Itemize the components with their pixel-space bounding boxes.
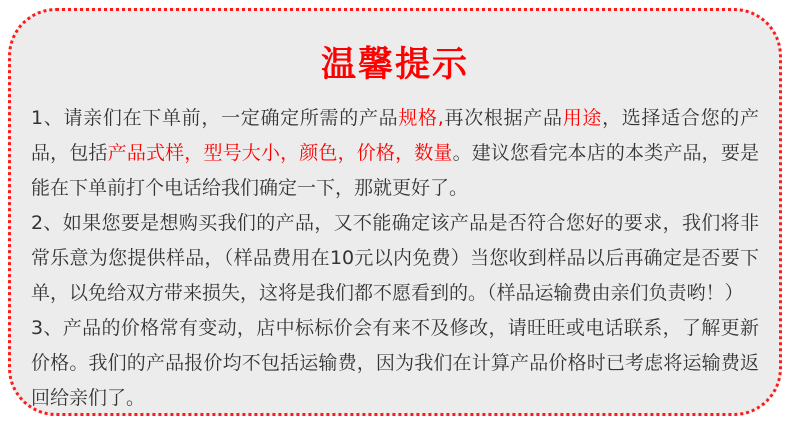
notice-panel <box>8 8 782 416</box>
notice-paragraph <box>31 206 759 311</box>
highlighted-text: 产品式样，型号大小，颜色，价格，数量 <box>107 142 453 164</box>
notice-title: 温馨提示 <box>320 45 469 85</box>
body-text: 1、请亲们在下单前，一定确定所需的产品 <box>31 107 399 129</box>
highlighted-text: 规格, <box>398 107 444 129</box>
notice-paragraph <box>31 311 759 416</box>
highlighted-text: 用途 <box>562 107 603 129</box>
notice-paragraph <box>31 101 759 206</box>
body-text: ，选择适合您的产品，包括 <box>31 107 759 164</box>
body-text: 3、产品的价格常有变动，店中标标价会有来不及修改，请旺旺或电话联系，了解更新价格。我们的产品报价均不包括运输费，因为我们在计算产品价格时已考虑将运输费返回给亲们了。 <box>31 317 759 409</box>
body-text: 再次根据产品 <box>443 107 563 129</box>
notice-paragraphs <box>31 101 759 416</box>
body-text: 。建议您看完本店的本类产品，要是能在下单前打个电话给我们确定一下，那就更好了。 <box>31 142 759 199</box>
body-text: 2、如果您要是想购买我们的产品，又不能确定该产品是否符合您好的要求，我们将非常乐意为您提供样品，（样品费用在10元以内免费）当您收到样品以后再确定是否要下单，以免给双方带来损失，这将是我们都不愿看到的。（样品运输费由亲们负责哟！） <box>31 212 759 304</box>
